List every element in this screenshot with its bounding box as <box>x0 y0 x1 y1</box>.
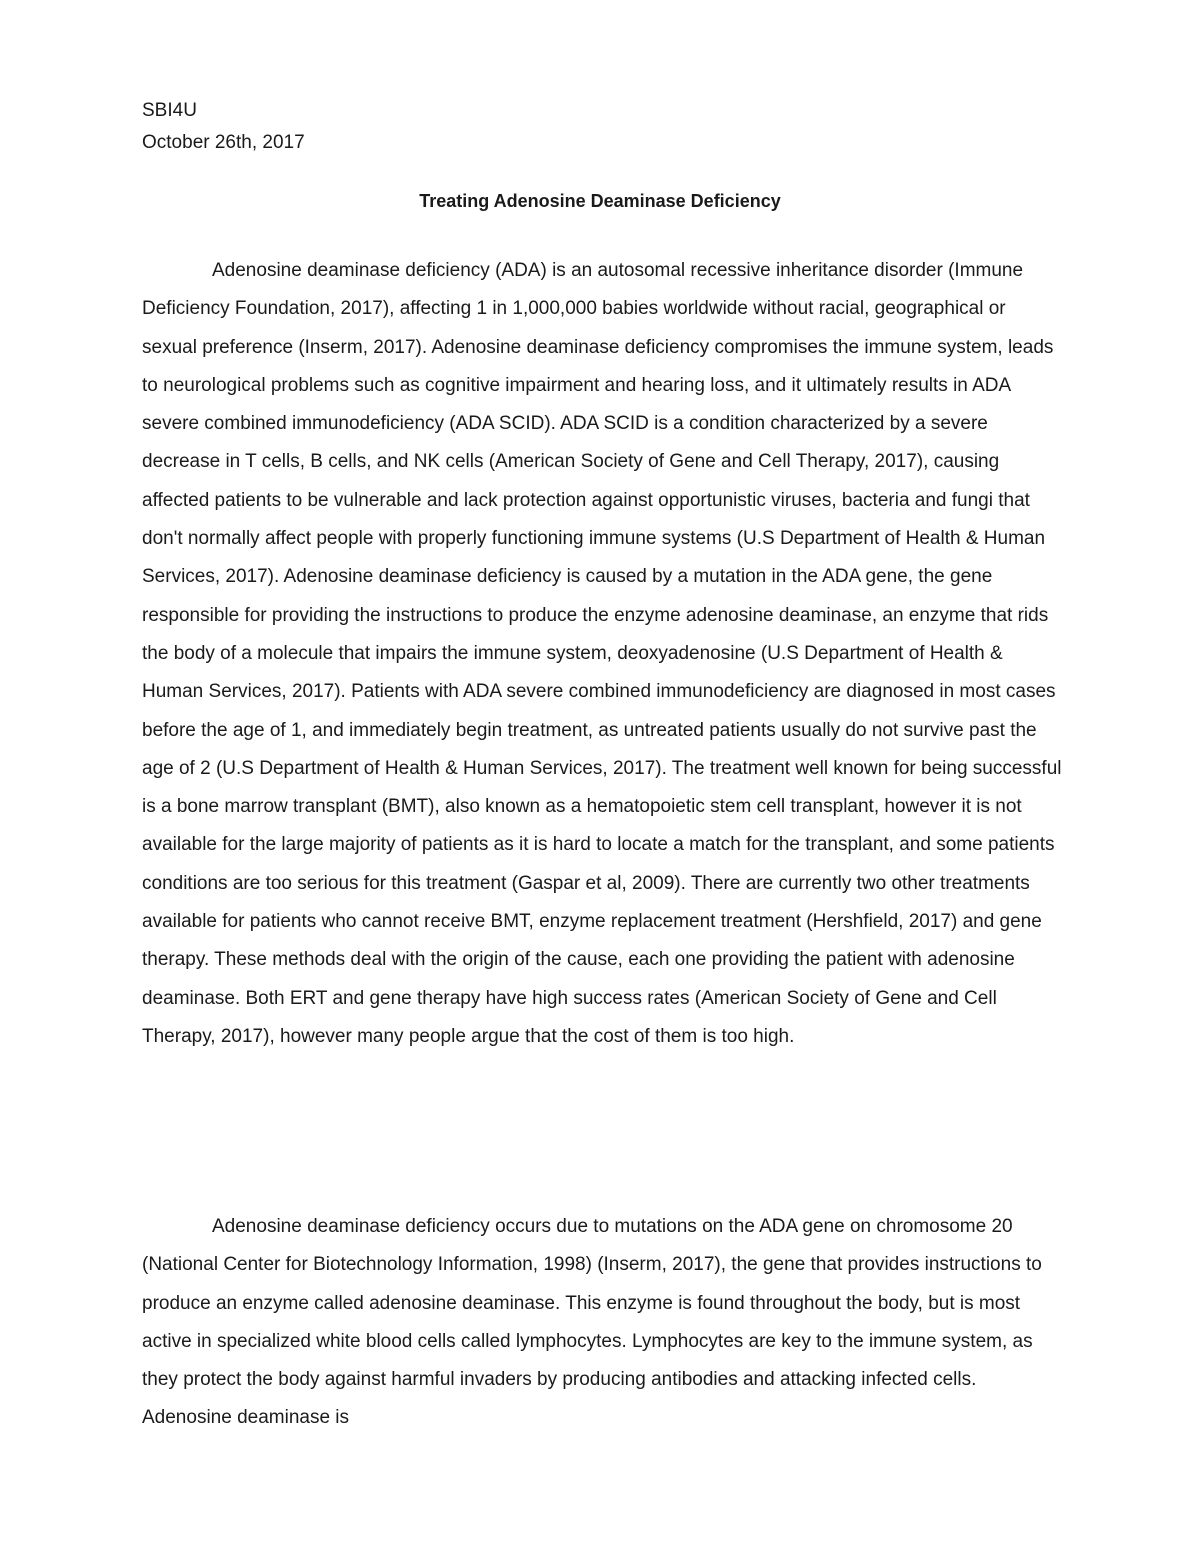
document-date: October 26th, 2017 <box>142 132 305 153</box>
body-paragraph: Adenosine deaminase deficiency occurs due to mutations on the ADA gene on chromosome 20 (National Center for Biotechnology Information, 1998) (Inserm, 2017), the gene that provides instructions to produce an enzyme called adenosine deaminase. This enzyme is found throughout the body, but is most active in specialized white blood cells called lymphocytes. Lymphocytes are key to the immune system, as they protect the body against harmful invaders by producing antibodies and attacking infected cells. Adenosine deaminase is <box>142 1216 1042 1429</box>
course-code: SBI4U <box>142 100 197 121</box>
document-title: Treating Adenosine Deaminase Deficiency <box>419 191 781 211</box>
body-paragraph: Adenosine deaminase deficiency (ADA) is an autosomal recessive inheritance disorder (Immune Deficiency Foundation, 2017), affecting 1 in 1,000,000 babies worldwide without racial, geographical or sexual preference (Inserm, 2017). Adenosine deaminase deficiency compromises the immune system, leads to neurological problems such as cognitive impairment and hearing loss, and it ultimately results in ADA severe combined immunodeficiency (ADA SCID). ADA SCID is a condition characterized by a severe decrease in T cells, B cells, and NK cells (American Society of Gene and Cell Therapy, 2017), causing affected patients to be vulnerable and lack protection against opportunistic viruses, bacteria and fungi that don't normally affect people with properly functioning immune systems (U.S Department of Health & Human Services, 2017). Adenosine deaminase deficiency is caused by a mutation in the ADA gene, the gene responsible for providing the instructions to produce the enzyme adenosine deaminase, an enzyme that rids the body of a molecule that impairs the immune system, deoxyadenosine (U.S Department of Health & Human Services, 2017). Patients with ADA severe combined immunodeficiency are diagnosed in most cases before the age of 1, and immediately begin treatment, as untreated patients usually do not survive past the age of 2 (U.S Department of Health & Human Services, 2017). The treatment well known for being successful is a bone marrow transplant (BMT), also known as a hematopoietic stem cell transplant, however it is not available for the large majority of patients as it is hard to locate a match for the transplant, and some patients conditions are too serious for this treatment (Gaspar et al, 2009). There are currently two other treatments available for patients who cannot receive BMT, enzyme replacement treatment (Hershfield, 2017) and gene therapy. These methods deal with the origin of the cause, each one providing the patient with adenosine deaminase. Both ERT and gene therapy have high success rates (American Society of Gene and Cell Therapy, 2017), however many people argue that the cost of them is too high. <box>142 260 1062 1047</box>
